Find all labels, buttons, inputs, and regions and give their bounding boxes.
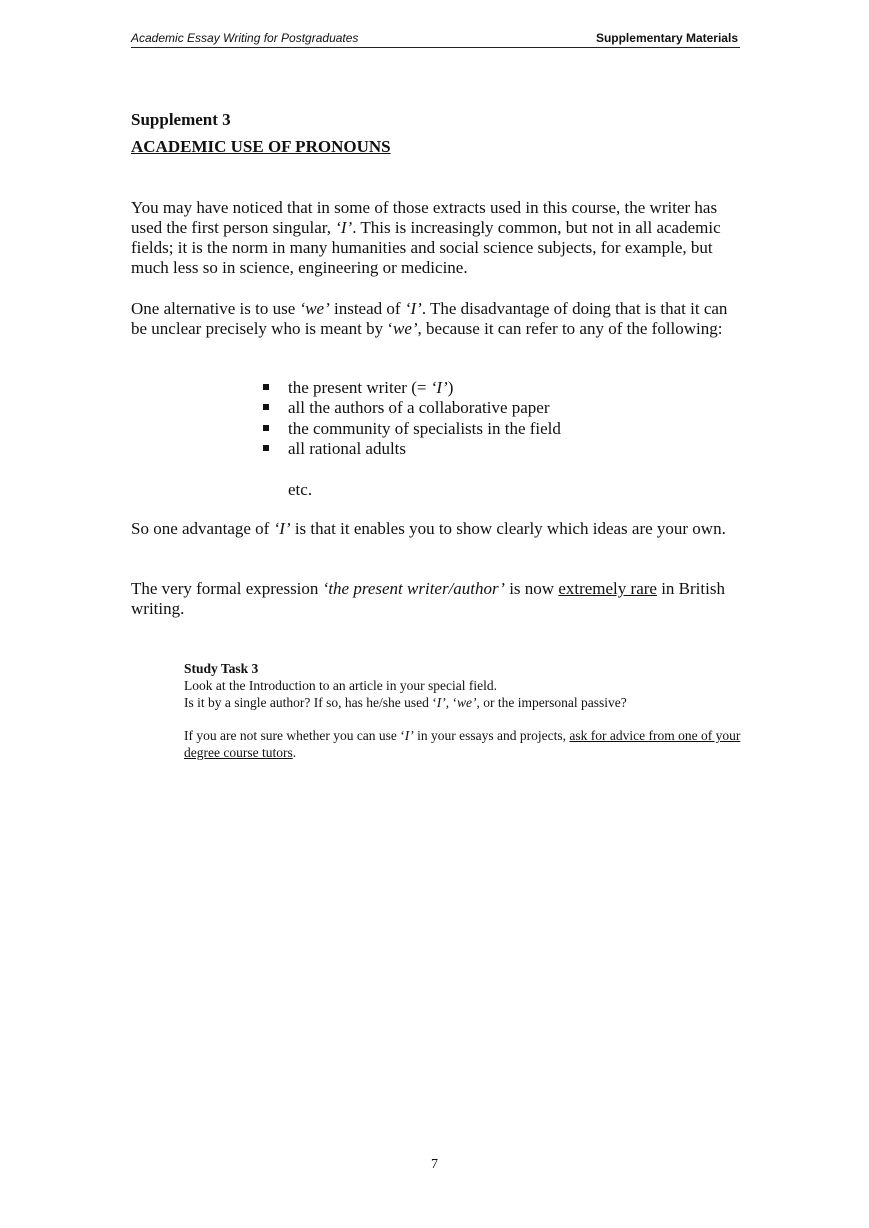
list-etc: etc.	[288, 480, 313, 499]
square-bullet-icon	[263, 404, 269, 410]
paragraph4-text-b: is now	[504, 579, 559, 598]
paragraph2-text-c: . The disadvantage of doing that is that it can be unclear precisely who is meant by ‘	[131, 299, 728, 338]
square-bullet-icon	[263, 425, 269, 431]
list-item	[262, 398, 561, 418]
paragraph2-we-term: ‘we’	[299, 299, 330, 318]
paragraph4-phrase: ‘the present writer/author’	[322, 579, 505, 598]
list-item-text: the present writer (=	[288, 378, 431, 397]
page-header	[131, 31, 740, 48]
study-task-spacer	[184, 711, 744, 727]
study-task-advice: ask for advice from one of your degree course tutors	[184, 728, 741, 760]
list-item-text: all the authors of a collaborative paper	[288, 398, 550, 418]
list-item	[262, 419, 561, 439]
study-task-box	[184, 660, 744, 761]
page-number: 7	[431, 1157, 438, 1172]
study-task-line3-i-term: I’	[404, 728, 414, 743]
paragraph-we-alternative	[131, 299, 743, 339]
paragraph3-text-b: is that it enables you to show clearly which ideas are your own.	[290, 519, 726, 538]
paragraph-formal-expression	[131, 579, 743, 619]
paragraph3-text-a: So one advantage of	[131, 519, 274, 538]
study-task-we-term: we’	[456, 695, 477, 710]
paragraph-advantage	[131, 519, 743, 539]
study-task-line2-a: Is it by a single author? If so, has he/she used ‘	[184, 695, 437, 710]
paragraph4-text-a: The very formal expression	[131, 579, 323, 598]
square-bullet-icon	[263, 445, 269, 451]
study-task-line2-b: , ‘	[445, 695, 457, 710]
paragraph4-text-c: in British writing.	[131, 579, 725, 618]
study-task-title: Study Task 3	[184, 661, 259, 676]
paragraph2-text-d: , because it can refer to any of the following:	[417, 319, 723, 338]
list-item	[262, 378, 561, 398]
paragraph2-text-b: instead of	[329, 299, 405, 318]
paragraph1-text-a: You may have noticed that in some of those extracts used in this course, the writer has used the first person singular,	[131, 198, 718, 237]
supplement-subtitle: ACADEMIC USE OF PRONOUNS	[131, 137, 391, 156]
paragraph-first-person	[131, 198, 743, 278]
study-task-line2-c: , or the impersonal passive?	[476, 695, 627, 710]
paragraph2-i-term: ‘I’	[404, 299, 422, 318]
paragraph1-text-b: . This is increasingly common, but not in all academic fields; it is the norm in many humanities and social science subjects, for example, but much less so in science, engineering or medicine.	[131, 218, 721, 277]
we-referents-list	[262, 378, 561, 460]
supplement-title: Supplement 3	[131, 110, 231, 129]
paragraph3-i-term: ‘I’	[273, 519, 291, 538]
list-item	[262, 439, 561, 459]
study-task-line3-a: If you are not sure whether you can use ‘	[184, 728, 405, 743]
study-task-i-term: I’	[436, 695, 446, 710]
square-bullet-icon	[263, 384, 269, 390]
study-task-line-1: Look at the Introduction to an article in your special field.	[184, 678, 498, 693]
header-section-title: Supplementary Materials	[595, 31, 738, 45]
study-task-line3-c: .	[292, 745, 297, 760]
list-item-text: the community of specialists in the field	[288, 418, 561, 438]
list-item-close: )	[447, 378, 454, 397]
paragraph4-emphasis: extremely rare	[558, 579, 657, 598]
study-task-line-2	[184, 694, 744, 711]
list-item-text: all rational adults	[288, 439, 407, 459]
study-task-line-3	[184, 727, 744, 761]
paragraph2-we-term-2: we’	[393, 319, 418, 338]
header-course-title: Academic Essay Writing for Postgraduates	[131, 31, 359, 45]
paragraph2-text-a: One alternative is to use	[131, 299, 300, 318]
paragraph1-i-term: ‘I’	[335, 218, 353, 237]
list-item-i-term: ‘I’	[430, 378, 448, 397]
study-task-line3-b: in your essays and projects,	[413, 728, 570, 743]
